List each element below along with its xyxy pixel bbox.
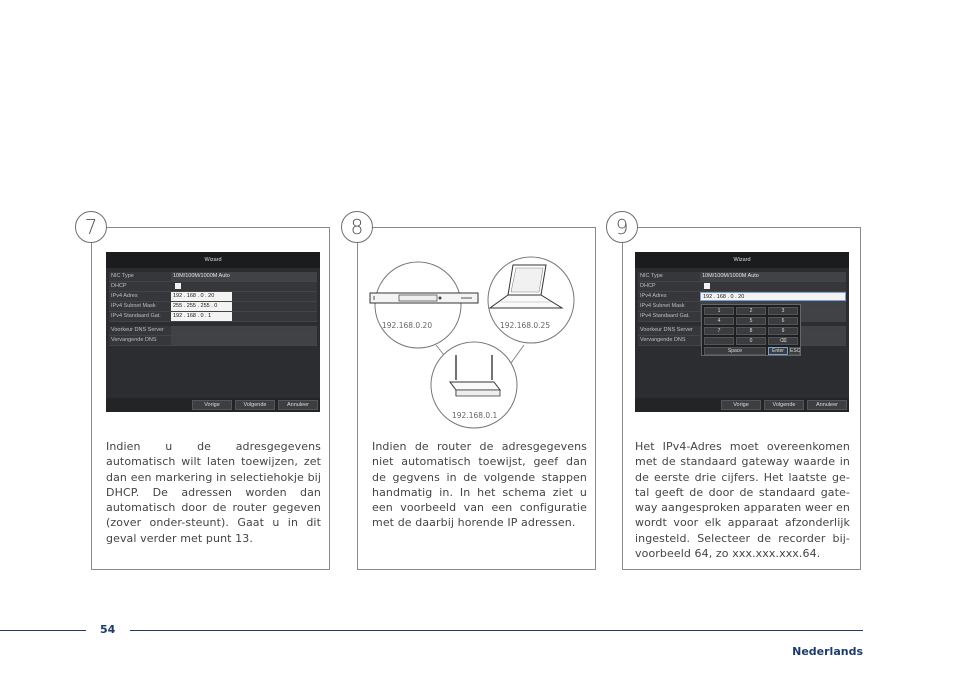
recorder-bubble [375,262,461,348]
step-text-9: Het IPv4-Adres moet overeenkomen met de standaard gateway waarde in de eerste drie cijfers. Het laatste ge-tal geeft de door de standaard gate-way aangesproken apparaten weer en wordt voor elk apparaat afzonderlijk ingesteld. Selecteer de recorder bij-voorbeeld 64, zo xxx.xxx.xxx.64. [635,440,850,561]
key-8: 8 [736,327,766,335]
key-4: 4 [704,317,734,325]
key-3: 3 [768,307,798,315]
step-number-7: 7 [75,211,107,243]
prev-button: Vorige [721,400,761,410]
step-card-7 [84,215,330,570]
wizard-screenshot-dhcp [106,252,320,412]
network-diagram [366,250,591,430]
prev-button: Vorige [192,400,232,410]
dhcp-checkbox [175,283,181,289]
dns-pref-row: Voorkeur DNS Server [638,326,846,336]
nic-type-row: NIC Type 10M/100M/1000M Auto [109,272,317,282]
page-number: 54 [100,623,116,636]
router-ip: 192.168.0.1 [452,411,498,420]
key-2: 2 [736,307,766,315]
footer-rule-right [130,630,863,631]
step-card-8 [350,215,596,570]
step-text-7: Indien u de adresgegevens automatisch wilt laten toewijzen, zet dan een markering in selectiehokje bij DHCP. De adressen worden dan automatisch door de router gegeven (zover onder-steunt). Gaat u in dit geval verder met punt 13. [106,440,321,545]
subnet-row: IPv4 Subnet Mask [638,302,846,312]
key-1: 1 [704,307,734,315]
next-button: Volgende [235,400,275,410]
dhcp-row: DHCP [109,282,317,292]
key-backspace: ⌫ [768,337,798,345]
dns-pref-row: Voorkeur DNS Server [109,326,317,336]
key-0: 0 [736,337,766,345]
key-enter: Enter [768,347,788,355]
key-space: Space [704,347,766,355]
laptop-ip: 192.168.0.25 [500,321,551,330]
ipv4-row: IPv4 Adres 192 . 168 . 0 . 20 [109,292,317,302]
key-7: 7 [704,327,734,335]
recorder-icon [370,293,478,303]
dns-alt-row: Vervangende DNS [109,336,317,346]
numeric-keypad [701,304,801,356]
cancel-button: Annuleer [807,400,847,410]
step-card-9 [615,215,861,570]
recorder-ip: 192.168.0.20 [382,321,433,330]
wizard-button-bar [635,398,849,412]
key-5: 5 [736,317,766,325]
dhcp-checkbox [704,283,710,289]
cancel-button: Annuleer [278,400,318,410]
next-button: Volgende [764,400,804,410]
key-esc: ESC [790,348,801,354]
dhcp-row: DHCP [638,282,846,292]
gateway-row: IPv4 Standaard Gat. [638,312,846,322]
wizard-screenshot-keypad [635,252,849,412]
wizard-button-bar [106,398,320,412]
step-number-9: 9 [606,211,638,243]
dns-alt-row: Vervangende DNS [638,336,846,346]
ipv4-row: IPv4 Adres 192 . 168 . 0 . 20 [638,292,846,302]
key-blank [704,337,734,345]
language-label: Nederlands [792,645,863,658]
wizard-title: Wizard [106,252,320,268]
key-6: 6 [768,317,798,325]
subnet-row: IPv4 Subnet Mask 255 . 255 . 255 . 0 [109,302,317,312]
footer-rule-left [0,630,86,631]
nic-type-row: NIC Type 10M/100M/1000M Auto [638,272,846,282]
step-number-8: 8 [341,211,373,243]
gateway-row: IPv4 Standaard Gat. 192 . 168 . 0 . 1 [109,312,317,322]
wizard-title: Wizard [635,252,849,268]
key-9: 9 [768,327,798,335]
step-text-8: Indien de router de adresgegevens niet automatisch toewijst, geef dan de gegvens in de volgende stappen handmatig in. In het schema ziet u een voorbeeld van een configuratie met de daarbij horende IP adressen. [372,440,587,530]
